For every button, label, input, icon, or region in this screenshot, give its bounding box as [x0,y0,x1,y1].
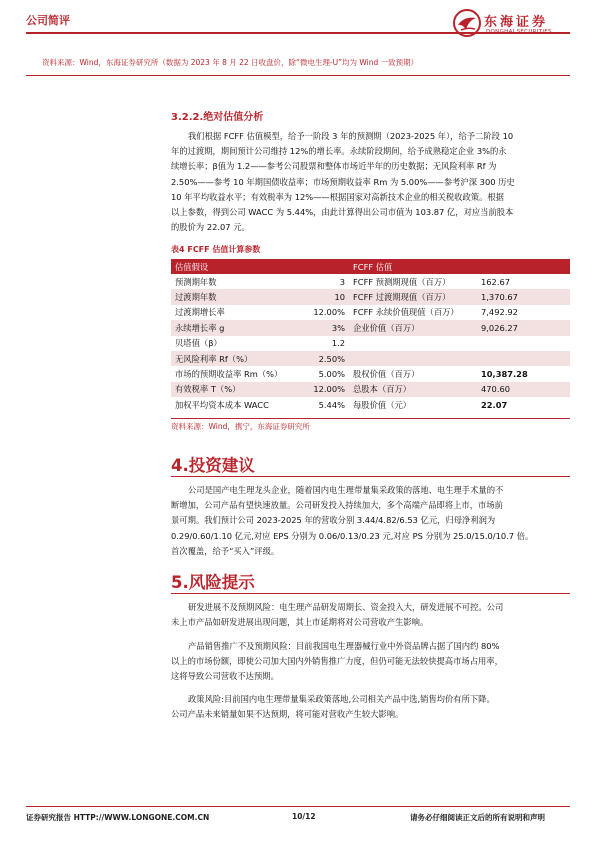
table-caption: 表4 FCFF 估值计算参数 [171,245,261,254]
table-cell: 股权价值（百万） [353,369,420,380]
section-heading-rule [171,476,570,477]
table-cell: 5.00% [318,369,345,380]
footer-rule [26,806,570,807]
table-cell: 无风险利率 Rf（%） [171,351,293,366]
table-header-row [171,259,570,274]
table-cell: FCFF 过渡期现值（百万） [349,289,477,304]
table-cell: 12.00% [313,307,345,318]
risk-rd-paragraph [171,600,570,630]
section-heading-absolute-valuation: 3.2.2.绝对估值分析 [171,112,264,123]
table-row [171,351,570,366]
paragraph-line: 以上的市场份额，即使公司加大国内外销售推广力度，但仍可能无法较快提高市场占用率， [171,656,503,667]
fcff-parameters-table [171,259,570,413]
logo-text-cn: 东海证券 [484,15,549,30]
table-cell: 12.00% [293,382,349,397]
table-cell: 7,492.92 [481,307,518,318]
risk-policy-paragraph [171,692,570,722]
paragraph-line: 续增长率；β值为 1.2——参考公司股票和整体市场近半年的历史数据；无风险利率 Rf 为 [171,161,497,172]
table-cell: 贝塔值（β） [175,338,222,349]
table-cell [349,351,477,366]
table-cell: 过渡期增长率 [175,307,225,318]
paragraph-line: 首次覆盖，给予“买入”评级。 [171,545,280,556]
table-cell: 162.67 [481,276,511,287]
header-title: 公司简评 [26,14,70,27]
table-row [171,320,570,335]
paragraph-line: 这将导致公司营收不达预期。 [171,671,279,682]
section-heading-rule [171,593,570,594]
paragraph-line: 我们根据 FCFF 估值模型，给予一阶段 3 年的预测期（2023-2025 年），给予二阶段 10 [188,131,514,141]
table-row [171,382,570,397]
table-row [171,336,570,351]
table-cell-per-share-value: 22.07 [481,399,508,410]
section-heading-investment-advice: 4.投资建议 [171,456,255,475]
table-cell: 每股价值（元） [353,399,412,410]
table-cell: 3% [293,320,349,335]
table-cell: 有效税率 T（%） [171,382,293,397]
table-cell: 3 [339,276,345,287]
table-cell: 470.60 [477,382,570,397]
paragraph-line: 0.29/0.60/1.10 亿元,对应 EPS 分别为 0.06/0.13/0.23 元,对应 PS 分别为 25.0/15.0/10.7 倍。 [171,530,534,541]
paragraph-line: 断增加，公司产品有望快速放量。公司研发投入持续加大，多个高端产品即将上市，市场前 [171,500,503,511]
table-cell: 预测期年数 [175,276,217,287]
paragraph-line: 年的过渡期，期间预计公司维持 12%的增长率。永续阶段期间，给予成熟稳定企业 3%的永 [171,146,507,157]
table-header-cell [477,259,570,274]
paragraph-line: 未上市产品如研发进展出现问题，其上市延期将对公司营收产生影响。 [171,617,429,628]
table-header-cell: 估值假设 [171,259,293,274]
table-cell [349,336,477,351]
table-cell: 5.44% [318,399,345,410]
table-cell: FCFF 永续价值现值（百万） [353,307,459,318]
footer-page-number: 10/12 [292,812,316,821]
table-cell: 市场的预期收益率 Rm（%） [175,369,283,380]
table-row [171,397,570,412]
paragraph-line: 产品销售推广不及预期风险：目前我国电生理器械行业中外资品牌占据了国内约 80% [188,641,500,651]
paragraph-line: 以上参数，得到公司 WACC 为 5.44%，由此计算得出公司市值为 103.87 亿，对应当前股本 [171,207,514,218]
table-cell: FCFF 预测期现值（百万） [353,276,451,287]
table-row [171,366,570,381]
paragraph-line: 景可期。我们预计公司 2023-2025 年的营收分别 3.44/4.82/6.53 亿元，归母净利润为 [171,515,496,526]
table-cell: 总股本（百万） [349,382,477,397]
header-rule [26,32,570,34]
table-cell: 加权平均资本成本 WACC [175,399,269,410]
table-cell: 企业价值（百万） [349,320,477,335]
paragraph-line: 的股价为 22.07 元。 [171,222,250,233]
table-cell: 1.2 [331,338,345,349]
table-header-cell [293,259,349,274]
table-cell: 9,026.27 [477,320,570,335]
table-source-note: 资料来源：Wind，携宁，东海证券研究所 [171,422,310,431]
section-heading-risk-warning: 5.风险提示 [171,573,255,592]
table-cell [477,351,570,366]
paragraph-line: 研发进展不及预期风险：电生理产品研发周期长、资金投入大，研发进展不可控。公司 [188,602,504,612]
top-source-note: 资料来源：Wind，东海证券研究所（数据为 2023 年 8 月 22 日收盘价，除“微电生理-U”均为 Wind 一致预期） [42,58,419,67]
top-source-rule [26,75,570,76]
paragraph-line: 公司产品未来销量如果不达预期，将可能对营收产生较大影响。 [171,709,404,720]
absolute-valuation-paragraph [171,129,570,235]
risk-sales-paragraph [171,639,570,685]
paragraph-line: 政策风险:目前国内电生理带量集采政策落地,公司相关产品中选,销售均价有所下降。 [188,694,495,704]
footer-website: 证券研究报告 HTTP://WWW.LONGONE.COM.CN [26,813,210,822]
paragraph-line: 公司是国产电生理龙头企业，随着国内电生理带量集采政策的落地、电生理手术量的不 [188,485,504,495]
paragraph-line: 2.50%——参考 10 年期国债收益率；市场预期收益率 Rm 为 5.00%——参考沪深 300 历史 [171,176,515,187]
table-row [171,274,570,289]
footer-disclaimer: 请务必仔细阅读正文后的所有说明和声明 [410,813,545,822]
table-row [171,305,570,320]
table-bottom-rule [171,418,570,419]
table-cell: 1,370.67 [477,289,570,304]
table-cell-equity-value: 10,387.28 [481,369,528,380]
table-cell: 10 [293,289,349,304]
table-cell: 2.50% [293,351,349,366]
paragraph-line: 10 年平均收益水平；有效税率为 12%——根据国家对高新技术企业的相关税收政策。根据 [171,191,504,202]
investment-advice-paragraph [171,483,570,559]
table-header-cell: FCFF 估值 [349,259,477,274]
table-cell [477,336,570,351]
table-cell: 过渡期年数 [171,289,293,304]
table-row [171,289,570,304]
table-cell: 永续增长率 g [171,320,293,335]
